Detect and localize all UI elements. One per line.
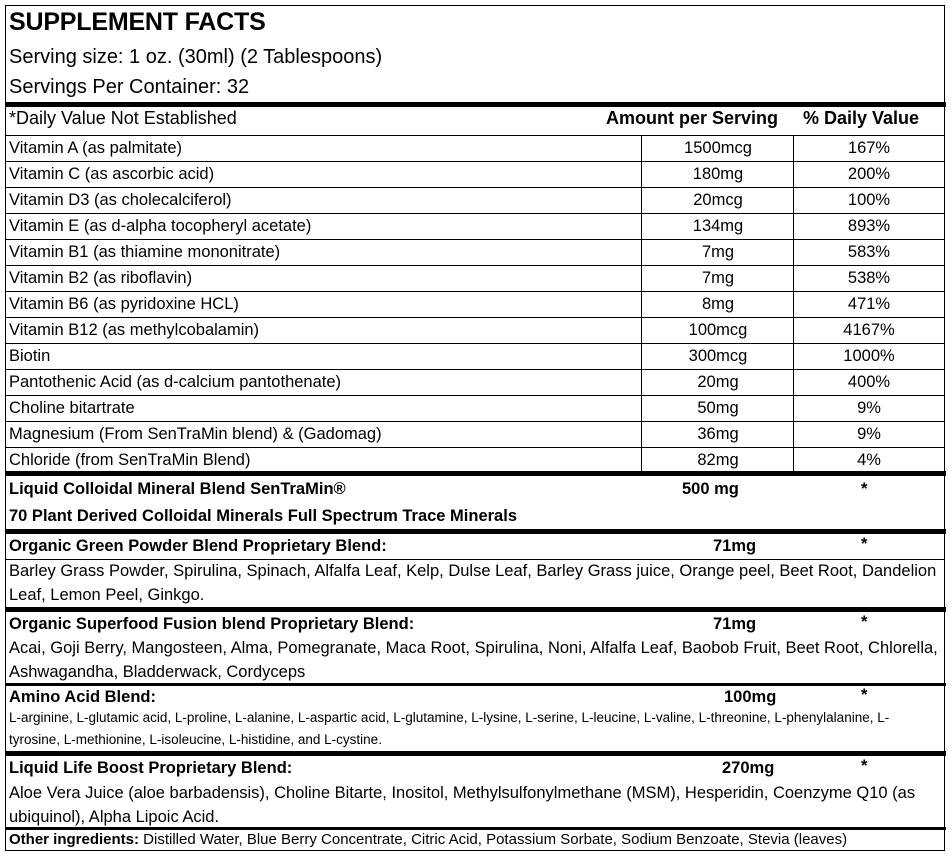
table-row [6, 240, 944, 266]
nutrient-amount: 20mcg [693, 191, 743, 209]
table-row [6, 422, 944, 448]
nutrient-name: Vitamin B2 (as riboflavin) [9, 269, 193, 287]
divider-thick [6, 529, 946, 534]
nutrient-name: Chloride (from SenTraMin Blend) [9, 451, 251, 469]
green-blend-name: Organic Green Powder Blend Proprietary Blend: [9, 537, 387, 555]
nutrient-name: Vitamin C (as ascorbic acid) [9, 165, 215, 183]
table-row [6, 214, 944, 240]
amount-column-header: Amount per Serving [606, 108, 779, 128]
divider-medium [6, 683, 946, 686]
panel-title: SUPPLEMENT FACTS [9, 8, 266, 36]
superfood-blend-amount: 71mg [713, 615, 757, 633]
nutrient-amount: 1500mcg [684, 139, 752, 157]
mineral-blend-name: Liquid Colloidal Mineral Blend SenTraMin® [9, 480, 346, 498]
nutrient-name: Choline bitartrate [9, 399, 135, 417]
nutrient-name: Pantothenic Acid (as d-calcium pantothenate) [9, 373, 342, 391]
nutrient-daily-value: 893% [847, 217, 891, 235]
nutrient-daily-value: 9% [857, 399, 881, 417]
table-row [6, 318, 944, 344]
nutrient-amount: 82mg [697, 451, 739, 469]
nutrient-amount: 300mcg [688, 347, 748, 365]
amino-blend-ingredients: L-arginine, L-glutamic acid, L-proline, L-alanine, L-aspartic acid, L-glutamine, L-lysine, L-serine, L-leucine, L-valine, L-threonine, L-phenylalanine, L-tyrosine, L-methionine, L-isoleucine, L-histidine, and L-cystine. [9, 710, 890, 747]
serving-size: Serving size: 1 oz. (30ml) (2 Tablespoons) [9, 46, 383, 68]
nutrient-daily-value: 471% [847, 295, 891, 313]
life-boost-blend-daily-value: * [861, 757, 868, 775]
green-blend-amount: 71mg [713, 537, 757, 555]
daily-value-column-header: % Daily Value [803, 108, 920, 128]
life-boost-blend-name: Liquid Life Boost Proprietary Blend: [9, 759, 293, 777]
nutrient-daily-value: 100% [847, 191, 891, 209]
mineral-blend-daily-value: * [861, 480, 868, 498]
other-ingredients [9, 831, 847, 848]
nutrient-daily-value: 9% [857, 425, 881, 443]
nutrient-daily-value: 200% [847, 165, 891, 183]
nutrient-daily-value: 167% [847, 139, 891, 157]
superfood-blend-name: Organic Superfood Fusion blend Proprietary Blend: [9, 615, 415, 633]
amino-blend-name: Amino Acid Blend: [9, 688, 156, 706]
nutrient-daily-value: 1000% [843, 347, 895, 365]
nutrient-amount: 36mg [697, 425, 739, 443]
divider-thick [6, 471, 946, 476]
life-boost-blend-ingredients: Aloe Vera Juice (aloe barbadensis), Choline Bitarte, Inositol, Methylsulfonylmethane (MSM), Hesperidin, Coenzyme Q10 (as ubiquinol), Alpha Lipoic Acid. [9, 784, 916, 826]
daily-value-note: *Daily Value Not Established [9, 108, 237, 128]
life-boost-blend-amount: 270mg [722, 759, 775, 777]
nutrient-name: Vitamin B12 (as methylcobalamin) [9, 321, 260, 339]
green-blend-daily-value: * [861, 535, 868, 553]
supplement-facts-panel [5, 5, 945, 851]
table-row [6, 266, 944, 292]
nutrient-amount: 8mg [701, 295, 735, 313]
table-row [6, 344, 944, 370]
mineral-blend-subtitle: 70 Plant Derived Colloidal Minerals Full Spectrum Trace Minerals [9, 507, 517, 525]
amino-blend-daily-value: * [861, 686, 868, 704]
nutrient-name: Vitamin E (as d-alpha tocopheryl acetate) [9, 217, 312, 235]
table-row [6, 292, 944, 318]
other-ingredients-text: Distilled Water, Blue Berry Concentrate, Citric Acid, Potassium Sorbate, Sodium Benzoate, Stevia (leaves) [139, 831, 848, 848]
nutrient-daily-value: 4% [857, 451, 881, 469]
divider-thick [6, 751, 946, 756]
table-row [6, 136, 944, 162]
superfood-blend-daily-value: * [861, 613, 868, 631]
nutrient-amount: 100mcg [688, 321, 748, 339]
nutrient-amount: 50mg [697, 399, 739, 417]
nutrient-amount: 134mg [692, 217, 744, 235]
nutrient-name: Vitamin D3 (as cholecalciferol) [9, 191, 232, 209]
divider-thick [6, 102, 946, 107]
table-row [6, 370, 944, 396]
nutrient-daily-value: 4167% [843, 321, 895, 339]
nutrient-amount: 180mg [692, 165, 744, 183]
mineral-blend-amount: 500 mg [682, 480, 739, 498]
nutrient-daily-value: 583% [847, 243, 891, 261]
nutrient-name: Vitamin B1 (as thiamine mononitrate) [9, 243, 281, 261]
divider-thick [6, 607, 946, 612]
nutrient-amount: 20mg [697, 373, 739, 391]
divider-medium [6, 827, 946, 830]
table-row [6, 396, 944, 422]
table-row [6, 162, 944, 188]
nutrient-daily-value: 400% [847, 373, 891, 391]
nutrient-amount: 7mg [701, 269, 735, 287]
nutrient-name: Magnesium (From SenTraMin blend) & (Gadomag) [9, 425, 382, 443]
amino-blend-amount: 100mg [724, 688, 777, 706]
other-ingredients-label: Other ingredients: [9, 831, 140, 848]
servings-per-container: Servings Per Container: 32 [9, 76, 250, 98]
nutrient-amount: 7mg [701, 243, 735, 261]
green-blend-ingredients: Barley Grass Powder, Spirulina, Spinach, Alfalfa Leaf, Kelp, Dulse Leaf, Barley Grass juice, Orange peel, Beet Root, Dandelion Leaf, Lemon Peel, Ginkgo. [9, 562, 937, 604]
table-row [6, 188, 944, 214]
nutrient-name: Vitamin A (as palmitate) [9, 139, 183, 157]
nutrient-daily-value: 538% [847, 269, 891, 287]
nutrient-name: Biotin [9, 347, 51, 365]
nutrient-name: Vitamin B6 (as pyridoxine HCL) [9, 295, 239, 313]
superfood-blend-ingredients: Acai, Goji Berry, Mangosteen, Alma, Pomegranate, Maca Root, Spirulina, Noni, Alfalfa Leaf, Baobob Fruit, Beet Root, Chlorella, Ashwagandha, Bladderwack, Cordyceps [9, 639, 938, 681]
